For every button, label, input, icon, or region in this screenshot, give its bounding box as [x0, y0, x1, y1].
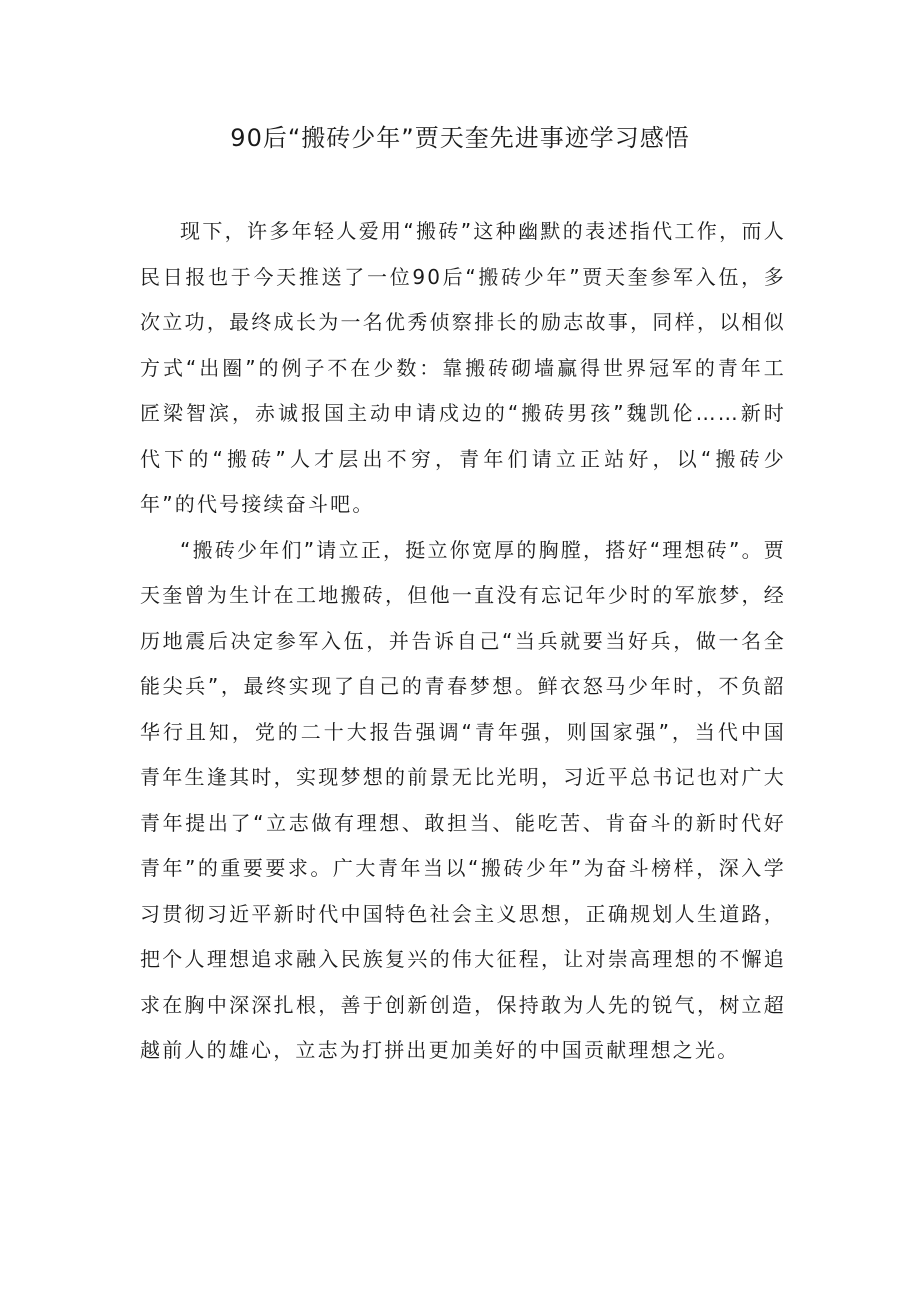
document-body: [140, 209, 786, 1074]
paragraph-2: “搬砖少年们”请立正，挺立你宽厚的胸膛，搭好“理想砖”。贾天奎曾为生计在工地搬砖，但他一直没有忘记年少时的军旅梦，经历地震后决定参军入伍，并告诉自己“当兵就要当好兵，做一名全能尖兵”，最终实现了自己的青春梦想。鲜衣怒马少年时，不负韶华行且知，党的二十大报告强调“青年强，则国家强”，当代中国青年生逢其时，实现梦想的前景无比光明，习近平总书记也对广大青年提出了“立志做有理想、敢担当、能吃苦、肯奋斗的新时代好青年”的重要要求。广大青年当以“搬砖少年”为奋斗榜样，深入学习贯彻习近平新时代中国特色社会主义思想，正确规划人生道路，把个人理想追求融入民族复兴的伟大征程，让对崇高理想的不懈追求在胸中深深扎根，善于创新创造，保持敢为人先的锐气，树立超越前人的雄心，立志为打拼出更加美好的中国贡献理想之光。: [140, 537, 786, 1062]
paragraph-1: 现下，许多年轻人爱用“搬砖”这种幽默的表述指代工作，而人民日报也于今天推送了一位90后“搬砖少年”贾天奎参军入伍，多次立功，最终成长为一名优秀侦察排长的励志故事，同样，以相似方式“出圈”的例子不在少数：靠搬砖砌墙赢得世界冠军的青年工匠梁智滨，赤诚报国主动申请戍边的“搬砖男孩”魏凯伦……新时代下的“搬砖”人才层出不穷，青年们请立正站好，以“搬砖少年”的代号接续奋斗吧。: [140, 219, 786, 516]
document-title: 90后“搬砖少年”贾天奎先进事迹学习感悟: [230, 124, 690, 152]
